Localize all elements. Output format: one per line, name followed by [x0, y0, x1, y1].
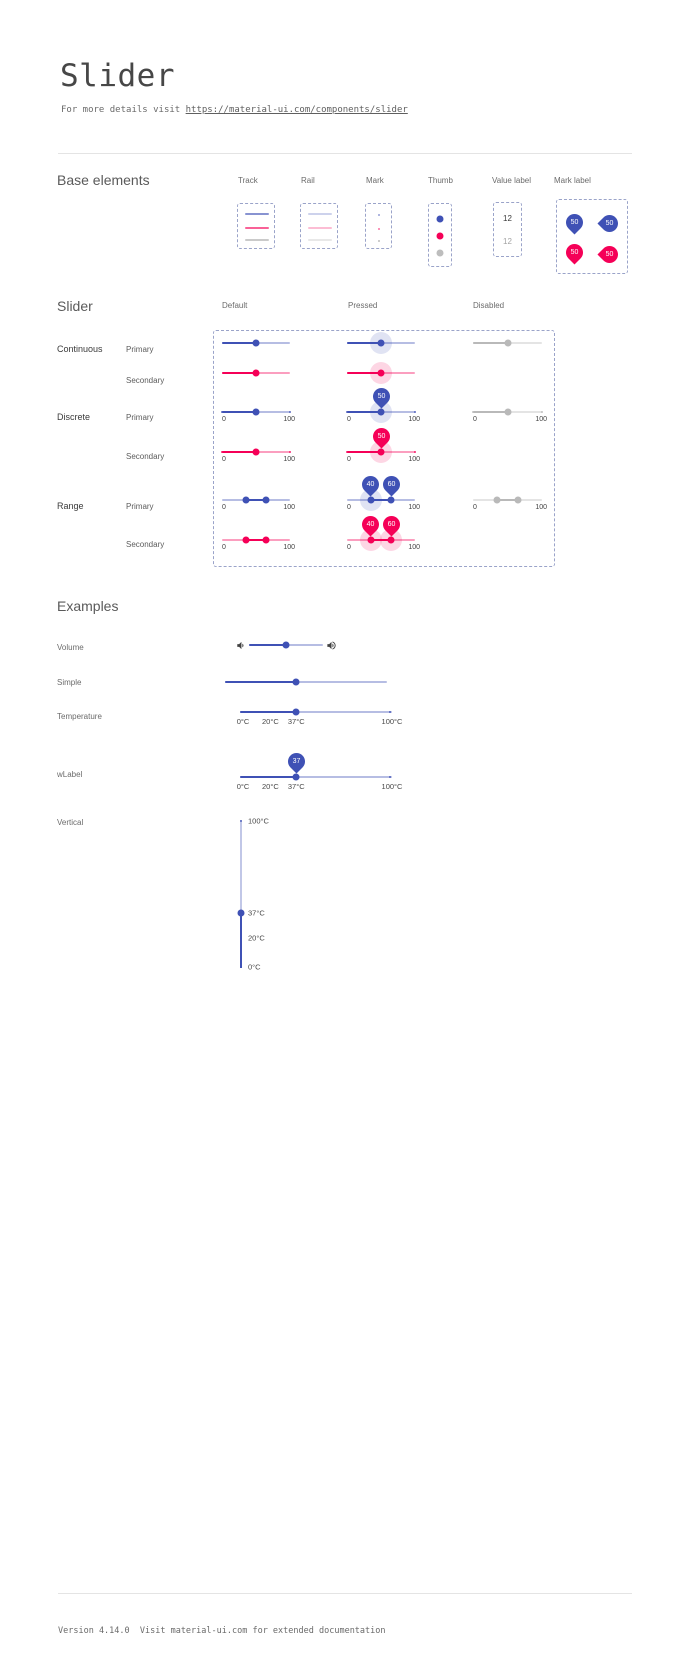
variant-primary-label: Primary	[126, 413, 154, 422]
base-track-box	[237, 203, 275, 249]
slider-thumb	[504, 340, 511, 347]
base-mark-box	[365, 203, 392, 249]
base-rail-box	[300, 203, 338, 249]
slider-thumb	[504, 409, 511, 416]
range-primary-disabled-slider	[473, 499, 547, 511]
base-col-thumb-label: Thumb	[428, 176, 453, 185]
mark-label-20c: 20°C	[262, 782, 279, 791]
slider-thumb-low[interactable]	[242, 497, 249, 504]
value-label-balloon: 40	[359, 512, 383, 536]
group-discrete-label: Discrete	[57, 412, 91, 422]
discrete-secondary-default-slider[interactable]	[222, 451, 295, 463]
slider-thumb-high	[514, 497, 521, 504]
value-label-balloon: 40	[359, 472, 383, 496]
track-sample-secondary	[245, 227, 269, 229]
page-title: Slider	[60, 58, 175, 94]
mark-sample-disabled	[378, 240, 380, 242]
docs-link[interactable]: https://material-ui.com/components/slider	[185, 105, 408, 115]
slider-track	[225, 681, 296, 683]
slider-thumb[interactable]	[238, 910, 245, 917]
discrete-primary-default-slider[interactable]	[222, 411, 295, 423]
slider-scale: 0 100	[347, 504, 420, 511]
slider-scale: 0 100	[347, 416, 420, 423]
continuous-primary-default-slider[interactable]	[222, 342, 290, 344]
mark-label-secondary-left: 50	[597, 242, 621, 266]
rail-sample-disabled	[308, 239, 332, 241]
base-valuelabel-box	[493, 202, 522, 257]
value-label-balloon: 37	[284, 749, 308, 773]
continuous-primary-pressed-slider[interactable]	[347, 342, 415, 344]
slider-thumb-low	[494, 497, 501, 504]
variant-primary-label: Primary	[126, 345, 154, 354]
range-primary-default-slider[interactable]	[222, 499, 295, 511]
slider-track	[240, 776, 296, 778]
variant-secondary-label: Secondary	[126, 452, 165, 461]
footer-divider	[58, 1593, 632, 1594]
slider-thumb-low[interactable]	[367, 497, 374, 504]
state-pressed-label: Pressed	[348, 301, 378, 310]
footer-text: Version 4.14.0 Visit material-ui.com for extended documentation	[58, 1626, 386, 1636]
continuous-secondary-pressed-slider[interactable]	[347, 372, 415, 374]
base-col-mark-label: Mark	[366, 176, 384, 185]
value-label-balloon: 50	[369, 384, 393, 408]
vertical-label: Vertical	[57, 818, 84, 827]
slider-track	[222, 342, 256, 344]
base-col-rail-label: Rail	[301, 176, 315, 185]
base-marklabel-box	[556, 199, 628, 274]
value-label-primary: 12	[503, 214, 512, 223]
volume-slider[interactable]	[249, 644, 323, 646]
slider-thumb[interactable]	[378, 340, 385, 347]
volume-label: Volume	[57, 643, 84, 652]
continuous-secondary-default-slider[interactable]	[222, 372, 290, 374]
rail-sample-secondary	[308, 227, 332, 229]
vertical-slider[interactable]	[240, 816, 269, 972]
discrete-primary-disabled-slider	[473, 411, 547, 423]
variant-secondary-label: Secondary	[126, 376, 165, 385]
simple-slider[interactable]	[225, 681, 387, 683]
mark-label-100c: 100°C	[248, 816, 269, 826]
continuous-primary-disabled-slider	[473, 342, 542, 344]
slider-scale: 0 100	[347, 456, 420, 463]
slider-thumb-low[interactable]	[367, 537, 374, 544]
base-thumb-box	[428, 203, 452, 267]
slider-thumb[interactable]	[253, 409, 260, 416]
volume-up-icon	[326, 640, 337, 651]
slider-thumb-low[interactable]	[242, 537, 249, 544]
discrete-secondary-pressed-slider[interactable]	[347, 433, 420, 463]
slider-thumb[interactable]	[253, 370, 260, 377]
slider-thumb[interactable]	[378, 409, 385, 416]
slider-track	[222, 411, 256, 413]
thumb-sample-secondary	[437, 233, 444, 240]
header-divider	[58, 153, 632, 154]
group-continuous-label: Continuous	[57, 344, 103, 354]
variant-secondary-label: Secondary	[126, 540, 165, 549]
base-col-track-label: Track	[238, 176, 258, 185]
mark-label-primary-left: 50	[597, 211, 621, 235]
mark-sample-primary	[378, 214, 380, 216]
slider-thumb[interactable]	[293, 679, 300, 686]
mark-label-37c: 37°C	[287, 717, 305, 726]
slider-thumb[interactable]	[293, 774, 300, 781]
slider-track	[240, 711, 296, 713]
value-label-balloon: 60	[379, 472, 403, 496]
state-disabled-label: Disabled	[473, 301, 505, 310]
slider-thumb-high[interactable]	[263, 497, 270, 504]
mark-label-0c: 0°C	[236, 717, 250, 726]
mark-sample-secondary	[378, 228, 380, 230]
base-elements-heading: Base elements	[57, 172, 150, 188]
slider-thumb[interactable]	[283, 642, 290, 649]
base-col-marklabel-label: Mark label	[554, 176, 591, 185]
wlabel-slider[interactable]	[236, 758, 403, 791]
slider-scale: 0 100	[222, 456, 295, 463]
thumb-sample-disabled	[437, 250, 444, 257]
slider-thumb[interactable]	[378, 449, 385, 456]
discrete-primary-pressed-slider[interactable]	[347, 393, 420, 423]
slider-thumb[interactable]	[293, 709, 300, 716]
slider-scale: 0 100	[347, 544, 420, 551]
mark-label-100c: 100°C	[381, 782, 403, 791]
base-col-value-label: Value label	[492, 176, 531, 185]
subtitle	[61, 105, 408, 115]
slider-thumb-high[interactable]	[388, 537, 395, 544]
mark-label-37c: 37°C	[248, 908, 265, 918]
group-range-label: Range	[57, 501, 84, 511]
mark-label-100c: 100°C	[381, 717, 403, 726]
value-label-balloon: 50	[369, 424, 393, 448]
thumb-sample-primary	[437, 216, 444, 223]
mark-label-0c: 0°C	[248, 962, 261, 972]
range-primary-pressed-slider[interactable]	[347, 481, 420, 511]
slider-thumb[interactable]	[253, 449, 260, 456]
slider-track	[222, 372, 256, 374]
slider-track	[222, 451, 256, 453]
examples-heading: Examples	[57, 598, 119, 614]
subtitle-text: For more details visit	[61, 105, 186, 115]
slider-track	[473, 411, 508, 413]
mark-label-20c: 20°C	[248, 933, 265, 943]
slider-thumb-high[interactable]	[388, 497, 395, 504]
mark-label-20c: 20°C	[262, 717, 279, 726]
range-secondary-pressed-slider[interactable]	[347, 521, 420, 551]
mark-label-0c: 0°C	[236, 782, 250, 791]
value-label-disabled: 12	[503, 237, 512, 246]
track-sample-disabled	[245, 239, 269, 241]
slider-scale: 0 100	[222, 416, 295, 423]
slider-section-heading: Slider	[57, 298, 93, 314]
mark-label-37c: 37°C	[287, 782, 305, 791]
slider-scale: 0 100	[222, 504, 295, 511]
wlabel-label: wLabel	[57, 770, 83, 779]
slider-scale: 0 100	[473, 416, 547, 423]
slider-track	[240, 913, 242, 968]
slider-thumb[interactable]	[253, 340, 260, 347]
temperature-label: Temperature	[57, 712, 102, 721]
simple-label: Simple	[57, 678, 82, 687]
slider-thumb[interactable]	[378, 370, 385, 377]
variant-primary-label: Primary	[126, 502, 154, 511]
range-secondary-default-slider[interactable]	[222, 539, 295, 551]
slider-thumb-high[interactable]	[263, 537, 270, 544]
track-sample-primary	[245, 213, 269, 215]
slider-track	[249, 644, 286, 646]
mark-label-primary-down: 50	[562, 210, 586, 234]
value-label-balloon: 60	[379, 512, 403, 536]
state-default-label: Default	[222, 301, 248, 310]
slider-scale: 0 100	[222, 544, 295, 551]
temperature-slider[interactable]	[236, 711, 403, 726]
rail-sample-primary	[308, 213, 332, 215]
slider-scale: 0 100	[473, 504, 547, 511]
mark-label-secondary-down: 50	[562, 240, 586, 264]
volume-down-icon	[235, 640, 246, 651]
slider-track	[473, 342, 508, 344]
